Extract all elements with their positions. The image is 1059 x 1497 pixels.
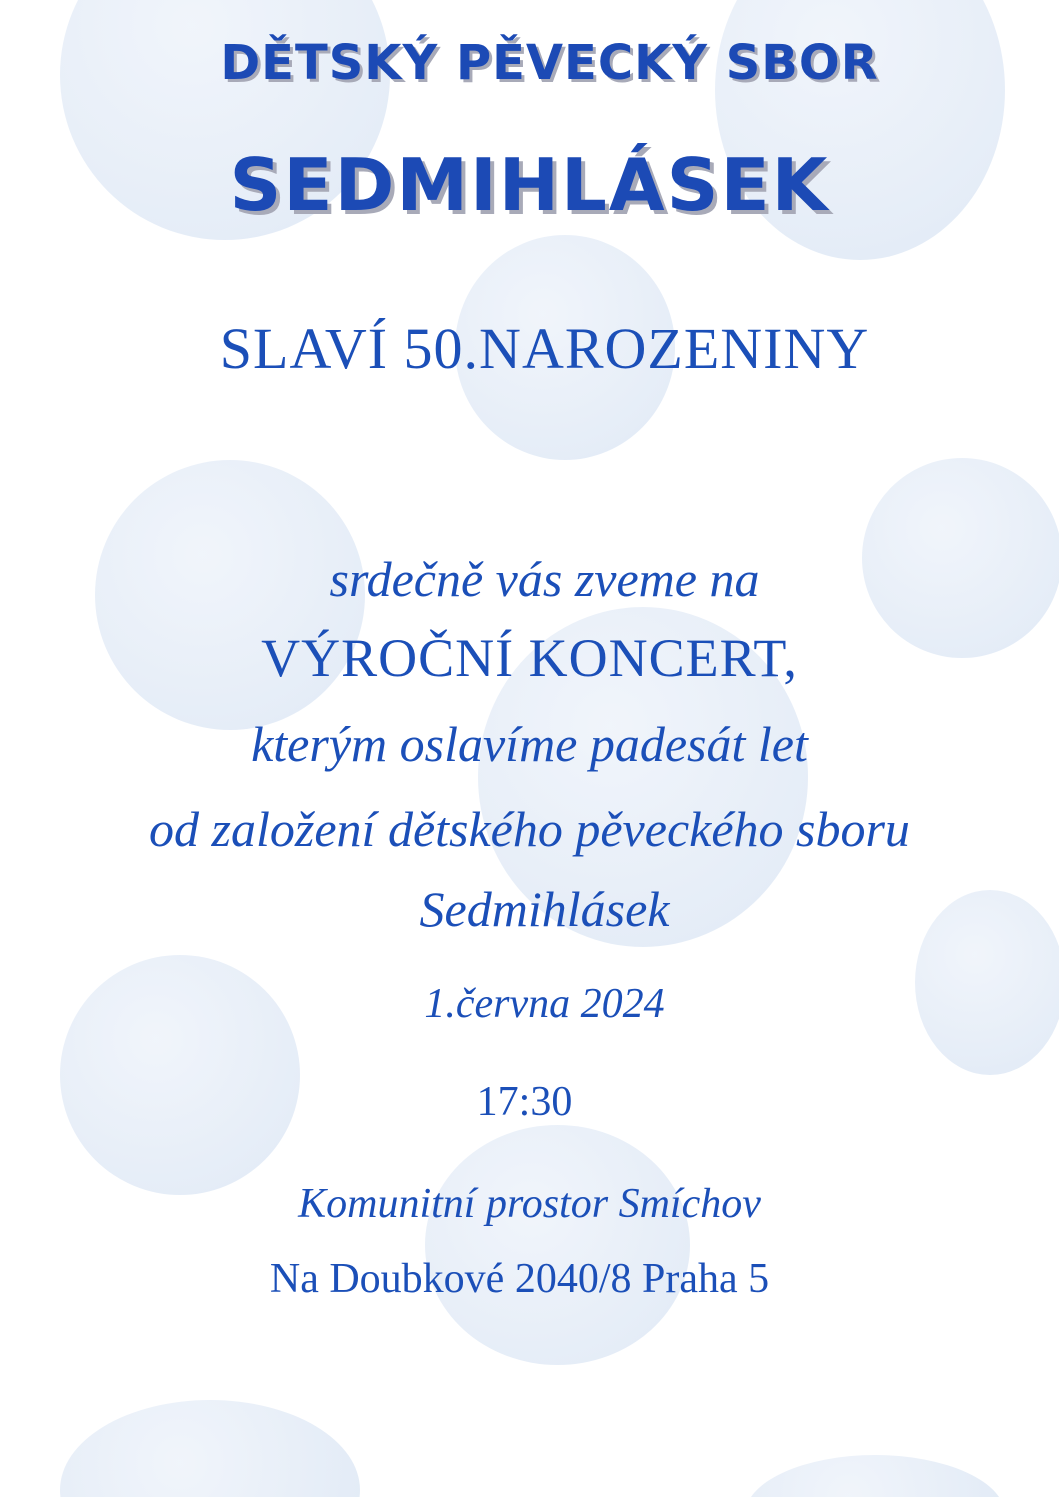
event-title: VÝROČNÍ KONCERT, [261, 628, 798, 688]
choir-name: SEDMIHLÁSEK [229, 143, 830, 227]
invitation-intro: srdečně vás zveme na [329, 551, 760, 607]
event-time: 17:30 [476, 1079, 573, 1125]
invitation-line-2: od založení dětského pěveckého sboru [149, 801, 910, 857]
choir-label: DĚTSKÝ PĚVECKÝ SBOR [220, 35, 879, 91]
anniversary-subtitle: SLAVÍ 50.NAROZENINY [219, 316, 870, 381]
decorative-bubble [60, 1400, 360, 1497]
event-address: Na Doubkové 2040/8 Praha 5 [269, 1256, 770, 1302]
event-venue: Komunitní prostor Smíchov [298, 1181, 761, 1227]
event-date: 1.června 2024 [424, 981, 665, 1027]
invitation-line-1: kterým oslavíme padesát let [251, 716, 808, 772]
decorative-bubble [745, 1455, 1005, 1497]
invitation-line-3: Sedmihlásek [419, 881, 670, 937]
decorative-bubble [425, 1125, 690, 1365]
